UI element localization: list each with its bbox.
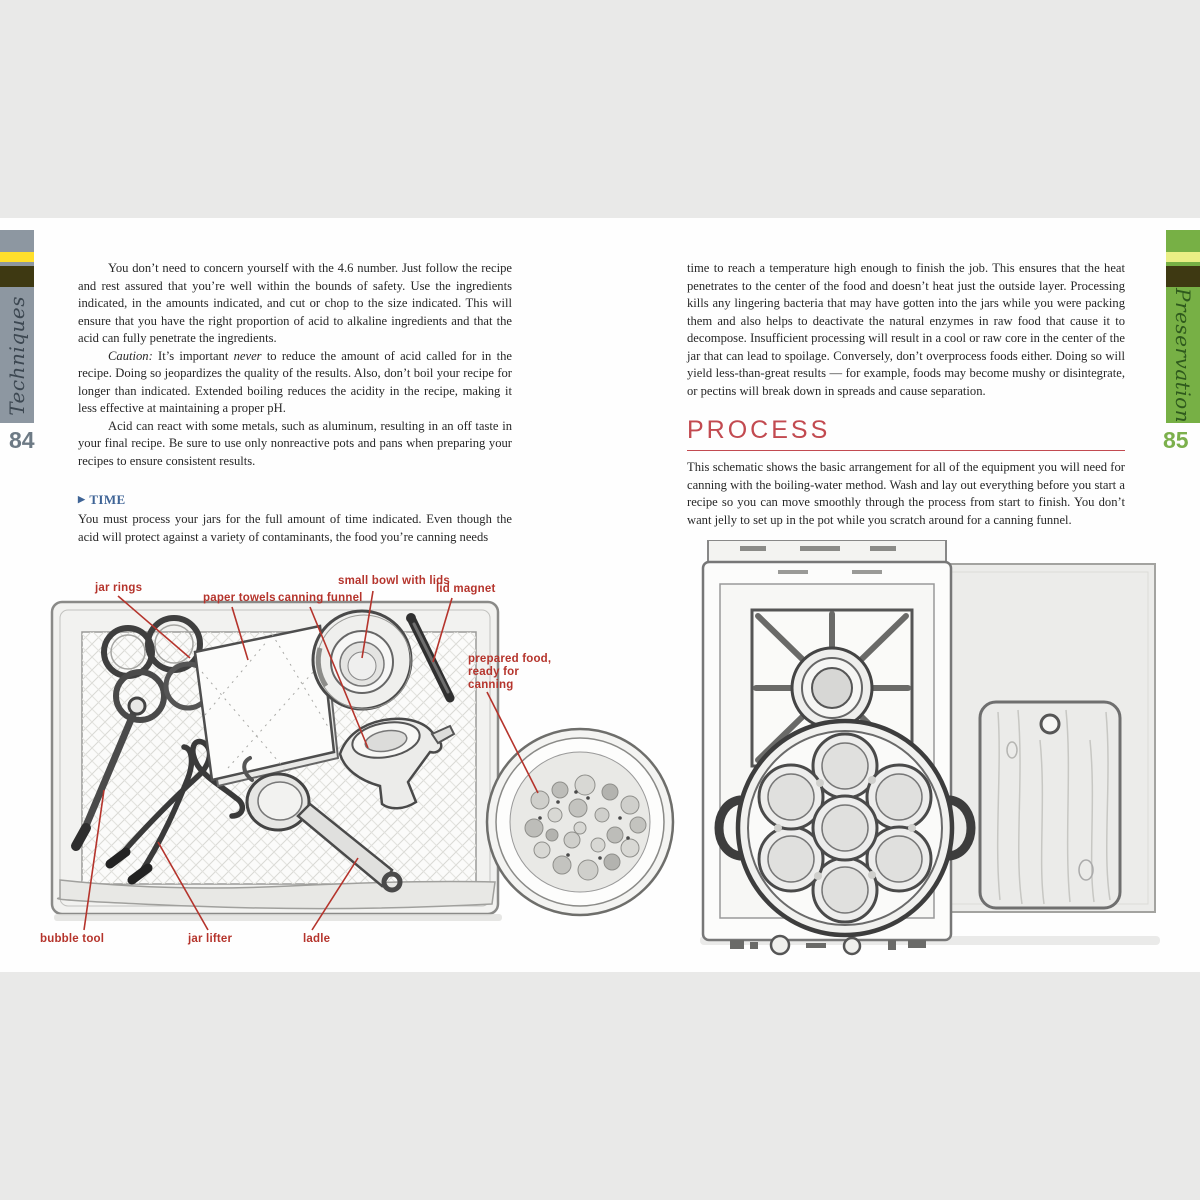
tab-stripe-olive bbox=[0, 266, 34, 287]
time-paragraph: You must process your jars for the full amount of time indicated. Even though the acid will protect against a variety of contaminants, the food you’re canning needs bbox=[78, 512, 512, 544]
triangle-bullet-icon: ▶ bbox=[78, 494, 86, 504]
paragraph: Acid can react with some metals, such as aluminum, resulting in an off taste in your final recipe. Be sure to use only nonreactive pots and pans when preparing your recipes to ensure consistent results. bbox=[78, 418, 512, 468]
label-ladle: ladle bbox=[303, 933, 331, 945]
time-heading-label: TIME bbox=[89, 492, 126, 507]
paragraph: You don’t need to concern yourself with the 4.6 number. Just follow the recipe and rest assured that you’re well within the bounds of safety. Use the ingredients indicated, in the amounts indicated, and cut or chop to the size indicated. This will ensure that you have the right proportion of acid to alkaline ingredients and that the acid can fully penetrate the ingredients. bbox=[78, 261, 512, 345]
label-jar-rings: jar rings bbox=[95, 582, 143, 594]
caution-emphasis: never bbox=[233, 348, 262, 363]
label-prepared-food-line1: prepared food, bbox=[468, 653, 552, 665]
label-canning-funnel: canning funnel bbox=[278, 592, 363, 604]
label-prepared-food-line3: canning bbox=[468, 679, 514, 691]
page-number-85: 85 bbox=[1163, 427, 1189, 453]
label-lid-magnet: lid magnet bbox=[436, 583, 496, 595]
tab-techniques-label: Techniques bbox=[5, 295, 29, 416]
time-heading bbox=[78, 492, 512, 508]
tab-stripe-yellow bbox=[1166, 252, 1200, 262]
label-small-bowl: small bowl with lids bbox=[338, 575, 450, 587]
page-number-84: 84 bbox=[9, 427, 35, 453]
label-jar-lifter: jar lifter bbox=[188, 933, 233, 945]
paragraph-continuation: time to reach a temperature high enough to finish the job. This ensures that the heat penetrates to the center of the food and doesn’t heat just the outside layer. Processing kills any lingering bacteria that may have gotten into the jars while you were packing them and also helps to deactivate the natural enzymes in raw food that cause it to decompose. Insufficient processing will result in a cool or raw core in the center of the jar that can lead to spoilage. Conversely, don’t overprocess foods either. Doing so will yield less-than-great results — for example, foods may become mushy or disintegrate, or pectins will break down in spreads and cause separation. bbox=[687, 261, 1125, 398]
label-bubble-tool: bubble tool bbox=[40, 933, 105, 945]
caution-text: to reduce the amount of acid called for in the recipe. Doing so jeopardizes the quality of the results. Also, don’t boil your recipe for longer than indicated. Extended boiling reduces the acidity in the recipe, making it less effective at maintaining a proper pH. bbox=[78, 348, 512, 415]
caution-label: Caution: bbox=[108, 348, 153, 363]
canning-equipment-illustration bbox=[40, 540, 1160, 965]
shadow bbox=[54, 914, 502, 921]
small-bowl-with-lids bbox=[313, 611, 411, 709]
process-paragraph: This schematic shows the basic arrangement for all of the equipment you will need for canning with the boiling-water method. Wash and lay out everything before you start a recipe so you can move smoothly through the process from start to finish. You don’t want jelly to set up in the pot while you scratch around for a canning funnel. bbox=[687, 460, 1125, 527]
label-paper-towels: paper towels bbox=[203, 592, 276, 604]
tab-stripe-yellow bbox=[0, 252, 34, 262]
time-section bbox=[78, 492, 512, 546]
tab-techniques bbox=[0, 230, 34, 423]
prepared-food-bowl bbox=[487, 729, 673, 915]
right-page-text-column bbox=[687, 260, 1125, 400]
tab-preservation bbox=[1166, 230, 1200, 423]
paragraph-caution bbox=[78, 348, 512, 418]
illustration-svg bbox=[40, 540, 1160, 965]
label-prepared-food-line2: ready for bbox=[468, 666, 520, 678]
left-page-text-column bbox=[78, 260, 512, 470]
caution-text: It’s important bbox=[152, 348, 234, 363]
process-section bbox=[687, 416, 1125, 529]
cutting-board bbox=[980, 702, 1120, 908]
process-heading: PROCESS bbox=[687, 416, 1125, 451]
tab-preservation-label: Preservation bbox=[1171, 287, 1195, 424]
tab-stripe-olive bbox=[1166, 266, 1200, 287]
